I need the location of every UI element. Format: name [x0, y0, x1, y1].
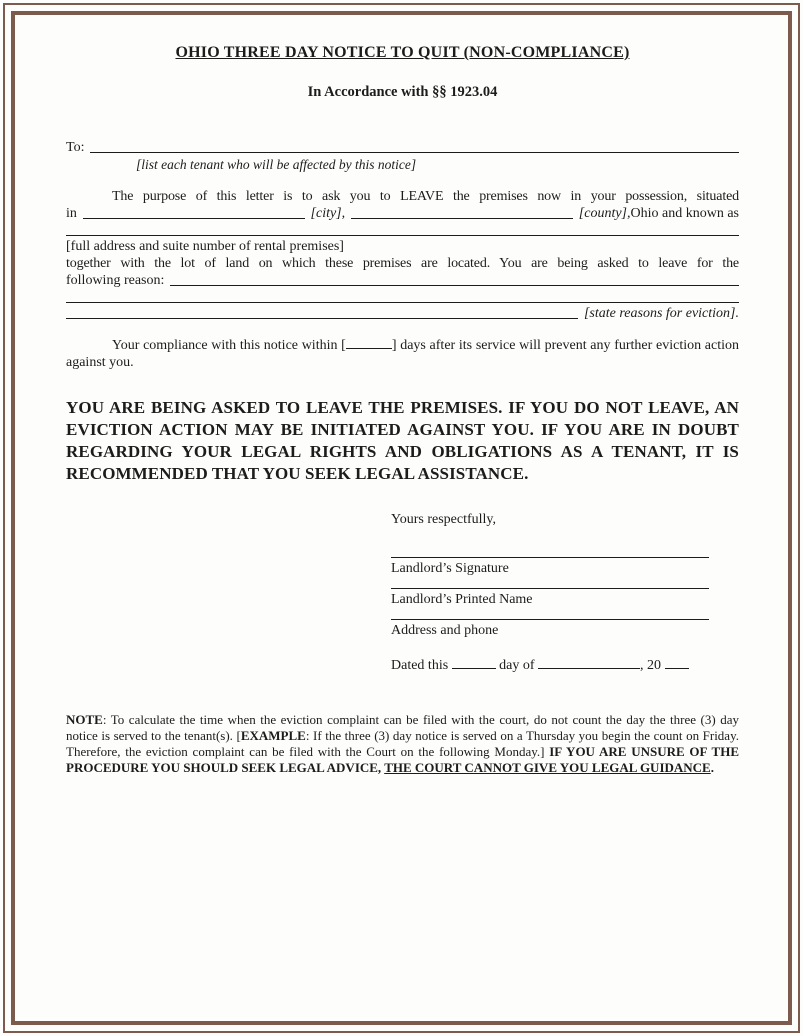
reason-field-2[interactable]: [66, 289, 739, 303]
landlord-printed-name-field[interactable]: [391, 577, 709, 589]
reason-field-3[interactable]: [66, 318, 578, 319]
reason-line: [66, 272, 739, 289]
county-field[interactable]: [351, 218, 573, 219]
reason-label: following reason:: [66, 273, 165, 288]
premises-address-field[interactable]: [66, 222, 739, 236]
dated-day-of: day of: [499, 658, 535, 673]
dated-line: [391, 657, 709, 674]
address-phone-field[interactable]: [391, 608, 709, 620]
reason-hint: [state reasons for eviction].: [583, 306, 739, 321]
note-terminal: .: [710, 760, 714, 775]
salutation: Yours respectfully,: [391, 512, 496, 527]
purpose-known-as: Ohio and known as: [630, 206, 739, 221]
to-line: [66, 139, 739, 156]
document-content: [15, 15, 788, 1021]
note-warning-bold: IF YOU ARE UNSURE OF THE PROCEDURE YOU SHOULD SEEK LEGAL ADVICE,: [66, 744, 739, 775]
tenant-list-hint: [list each tenant who will be affected by this notice]: [136, 157, 417, 172]
document-title: OHIO THREE DAY NOTICE TO QUIT (NON-COMPLIANCE): [175, 44, 630, 61]
days-field[interactable]: [346, 337, 392, 349]
warning-text: YOU ARE BEING ASKED TO LEAVE THE PREMISES. IF YOU DO NOT LEAVE, AN EVICTION ACTION MAY BE INITIATED AGAINST YOU. IF YOU ARE IN DOUBT REGARDING YOUR LEGAL RIGHTS AND OBLIGATIONS AS A TENANT, IT IS RECOMMENDED THAT YOU SEEK LEGAL ASSISTANCE.: [66, 398, 739, 483]
note-body-1: : To calculate the time when the eviction complaint can be filed with the court, do not count the day the three (3) day notice is served to the tenant(s). [: [66, 712, 739, 743]
dated-day-field[interactable]: [452, 657, 496, 669]
purpose-in-word: in: [66, 206, 77, 221]
address-phone-label: Address and phone: [391, 623, 499, 638]
city-hint: [city],: [310, 206, 346, 221]
compliance-text-post: ] days after its service will prevent any further eviction action against you.: [66, 338, 739, 370]
signature-block: [391, 511, 709, 674]
dated-month-field[interactable]: [538, 657, 640, 669]
dated-year-prefix: , 20: [640, 658, 662, 673]
compliance-paragraph: [66, 337, 739, 371]
document-subtitle: In Accordance with §§ 1923.04: [307, 84, 498, 100]
tenant-names-field[interactable]: [90, 152, 739, 153]
landlord-signature-field[interactable]: [391, 528, 709, 558]
county-hint: [county],: [578, 206, 631, 221]
city-field[interactable]: [83, 218, 305, 219]
note-paragraph: [66, 712, 739, 776]
to-label: To:: [66, 140, 85, 155]
purpose-paragraph: [66, 188, 739, 322]
address-hint: [full address and suite number of rental premises]: [66, 239, 344, 254]
example-label: EXAMPLE: [240, 728, 306, 743]
landlord-signature-label: Landlord’s Signature: [391, 561, 509, 576]
dated-prefix: Dated this: [391, 658, 449, 673]
note-label: NOTE: [66, 712, 103, 727]
note-warning-underlined: THE COURT CANNOT GIVE YOU LEGAL GUIDANCE: [384, 760, 711, 775]
together-line: together with the lot of land on which these premises are located. You are being asked to leave for the: [66, 256, 739, 271]
reason-field-1[interactable]: [170, 285, 739, 286]
purpose-line-2: [66, 205, 739, 222]
dated-year-field[interactable]: [665, 657, 689, 669]
note-body-2: : If the three (3) day notice is served on a Thursday you begin the count on Friday. Therefore, the eviction complaint can be filed with the Court on the following Monday.]: [66, 728, 739, 759]
reason-hint-line: [66, 305, 739, 322]
landlord-printed-name-label: Landlord’s Printed Name: [391, 592, 533, 607]
purpose-line-1: The purpose of this letter is to ask you to LEAVE the premises now in your possession, situated: [112, 189, 739, 204]
compliance-text-pre: Your compliance with this notice within [: [112, 338, 346, 353]
